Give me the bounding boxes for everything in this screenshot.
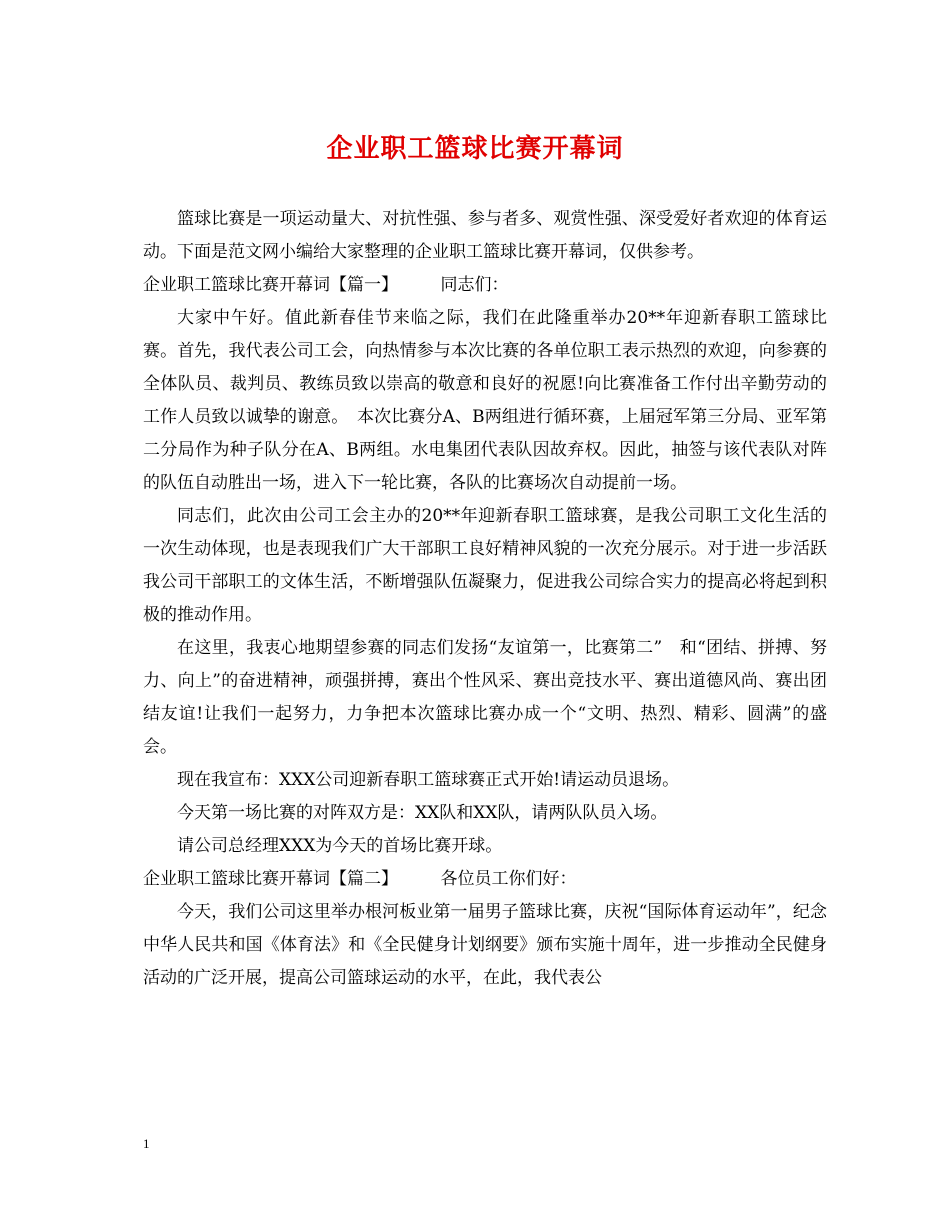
paragraph: 现在我宣布：XXX公司迎新春职工篮球赛正式开始!请运动员退场。 <box>177 770 680 790</box>
paragraph: 大家中午好。值此新春佳节来临之际，我们在此隆重举办20**年迎新春职工篮球比赛。首先，我代表公司工会，向热情参与本次比赛的各单位职工表示热烈的欢迎，向参赛的全体队员、裁判员、教练员致以崇高的敬意和良好的祝愿!向比赛准备工作付出辛勤劳动的工作人员致以诚挚的谢意。 本次比赛分A、B两组进行循环赛，上届冠军第三分局、亚军第二分局作为种子队分在A、B两组。水电集团代表队因故弃权。因此，抽签与该代表队对阵的队伍自动胜出一场，进入下一轮比赛，各队的比赛场次自动提前一场。 <box>143 308 827 493</box>
document-title: 企业职工篮球比赛开幕词 <box>326 134 624 164</box>
paragraph: 在这里，我衷心地期望参赛的同志们发扬“友谊第一，比赛第二” 和“团结、拼搏、努力、向上”的奋进精神，顽强拼搏，赛出个性风采、赛出竞技水平、赛出道德风尚、赛出团结友谊!让我们一起努力，力争把本次篮球比赛办成一个“文明、热烈、精彩、圆满”的盛会。 <box>143 638 827 757</box>
paragraph: 同志们，此次由公司工会主办的20**年迎新春职工篮球赛，是我公司职工文化生活的一次生动体现，也是表现我们广大干部职工良好精神风貌的一次充分展示。对于进一步活跃我公司干部职工的文体生活，不断增强队伍凝聚力，促进我公司综合实力的提高必将起到积极的推动作用。 <box>143 506 827 625</box>
paragraph: 今天，我们公司这里举办根河板业第一届男子篮球比赛，庆祝“国际体育运动年”，纪念中华人民共和国《体育法》和《全民健身计划纲要》颁布实施十周年，进一步推动全民健身活动的广泛开展，提高公司篮球运动的水平，在此，我代表公 <box>143 902 827 988</box>
section-heading-part-two: 企业职工篮球比赛开幕词【篇二】 各位员工你们好： <box>143 869 577 889</box>
paragraph-intro: 篮球比赛是一项运动量大、对抗性强、参与者多、观赏性强、深受爱好者欢迎的体育运动。下面是范文网小编给大家整理的企业职工篮球比赛开幕词，仅供参考。 <box>143 209 827 262</box>
page-number: 1 <box>143 1136 150 1151</box>
document-body <box>143 203 827 995</box>
paragraph: 今天第一场比赛的对阵双方是：XX队和XX队，请两队队员入场。 <box>177 803 668 823</box>
paragraph: 请公司总经理XXX为今天的首场比赛开球。 <box>177 836 503 856</box>
section-heading-part-one: 企业职工篮球比赛开幕词【篇一】 同志们： <box>143 275 509 295</box>
